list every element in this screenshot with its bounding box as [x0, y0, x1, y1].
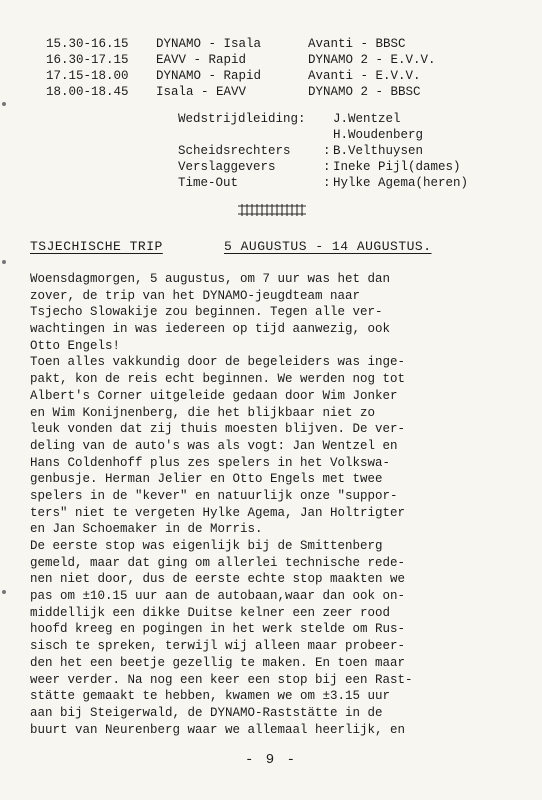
page-number: - 9 - — [244, 752, 297, 768]
text-line: sisch te spreken, terwijl wij alleen maar probeer- — [30, 639, 406, 654]
schedule-match-field-1: DYNAMO - Isala — [156, 37, 262, 51]
text-line: genbusje. Herman Jelier en Otto Engels met twee — [30, 472, 383, 487]
article-dates: 5 AUGUSTUS - 14 AUGUSTUS. — [224, 239, 432, 254]
text-line: en Jan Schoemaker in de Morris. — [30, 522, 263, 537]
text-line: buurt van Neurenberg waar we allemaal heerlijk, en — [30, 722, 406, 737]
separator-ornament — [236, 203, 308, 217]
text-line: spelers in de "kever" en natuurlijk onze "suppor- — [30, 488, 398, 503]
official-role: Wedstrijdleiding: — [178, 112, 306, 126]
text-line: Albert's Corner uitgeleide gedaan door Wim Jonker — [30, 388, 398, 403]
official-name: B.Velthuysen — [333, 144, 424, 158]
text-line: wachtingen in was iedereen op tijd aanwezig, ook — [30, 322, 391, 337]
schedule-match-field-1: DYNAMO - Rapid — [156, 69, 262, 83]
punch-mark — [2, 590, 6, 594]
article-title: TSJECHISCHE TRIP — [30, 239, 163, 254]
punch-mark — [2, 102, 6, 106]
text-line: aan bij Steigerwald, de DYNAMO-Raststätte in de — [30, 705, 383, 720]
text-line: Hans Coldenhoff plus zes spelers in het Volkswa- — [30, 455, 391, 470]
text-line: stätte gemaakt te hebben, kwamen we om ±3.15 uur — [30, 689, 391, 704]
schedule-time: 15.30-16.15 — [46, 37, 129, 51]
text-line: leuk vonden dat zij thuis moesten blijven. De ver- — [30, 422, 406, 437]
schedule-match-field-2: Avanti - E.V.V. — [308, 69, 421, 83]
official-role: Time-Out — [178, 176, 239, 190]
text-line: Otto Engels! — [30, 338, 121, 353]
text-line: zover, de trip van het DYNAMO-jeugdteam naar — [30, 288, 361, 303]
text-line: pas om ±10.15 uur aan de autobaan,waar dan ook on- — [30, 589, 406, 604]
schedule-match-field-1: Isala - EAVV — [156, 85, 247, 99]
text-line: De eerste stop was eigenlijk bij de Smittenberg — [30, 539, 383, 553]
text-line: Tsjecho Slowakije zou beginnen. Tegen alle ver- — [30, 305, 383, 320]
text-line: deling van de auto's was als vogt: Jan Wentzel en — [30, 438, 398, 453]
text-line: Woensdagmorgen, 5 augustus, om 7 uur was het dan — [30, 272, 391, 286]
official-separator: : — [323, 160, 331, 174]
text-line: middellijk een dikke Duitse kelner een zeer rood — [30, 605, 391, 620]
official-name: Hylke Agema(heren) — [333, 176, 469, 190]
schedule-time: 18.00-18.45 — [46, 85, 129, 99]
official-separator: : — [323, 176, 331, 190]
text-line: en Wim Konijnenberg, die het blijkbaar niet zo — [30, 405, 376, 420]
official-name: J.Wentzel — [333, 112, 401, 126]
text-line: hoofd kreeg en pogingen in het werk stelde om Rus- — [30, 622, 406, 637]
schedule-match-field-2: DYNAMO 2 - BBSC — [308, 85, 421, 99]
text-line: Toen alles vakkundig door de begeleiders was inge- — [30, 355, 406, 370]
punch-mark — [2, 260, 6, 264]
schedule-match-field-2: Avanti - BBSC — [308, 37, 406, 51]
text-line: nen niet door, dus de eerste echte stop maakten we — [30, 572, 406, 587]
schedule-match-field-2: DYNAMO 2 - E.V.V. — [308, 53, 436, 67]
official-name: Ineke Pijl(dames) — [333, 160, 461, 174]
article-body — [30, 271, 520, 738]
text-line: den het een beetje gezellig te maken. En toen maar — [30, 655, 406, 670]
official-separator: : — [323, 144, 331, 158]
official-name: H.Woudenberg — [333, 128, 424, 142]
schedule-match-field-1: EAVV - Rapid — [156, 53, 247, 67]
schedule-time: 17.15-18.00 — [46, 69, 129, 83]
text-line: pakt, kon de reis echt beginnen. We werden nog tot — [30, 372, 406, 387]
text-line: gemeld, maar dat ging om allerlei technische rede- — [30, 555, 406, 570]
text-line: weer verder. Na nog een keer een stop bij een Rast- — [30, 672, 413, 687]
schedule-time: 16.30-17.15 — [46, 53, 129, 67]
official-role: Scheidsrechters — [178, 144, 291, 158]
official-role: Verslaggevers — [178, 160, 276, 174]
text-line: ters" niet te vergeten Hylke Agema, Jan Holtrigter — [30, 505, 406, 520]
